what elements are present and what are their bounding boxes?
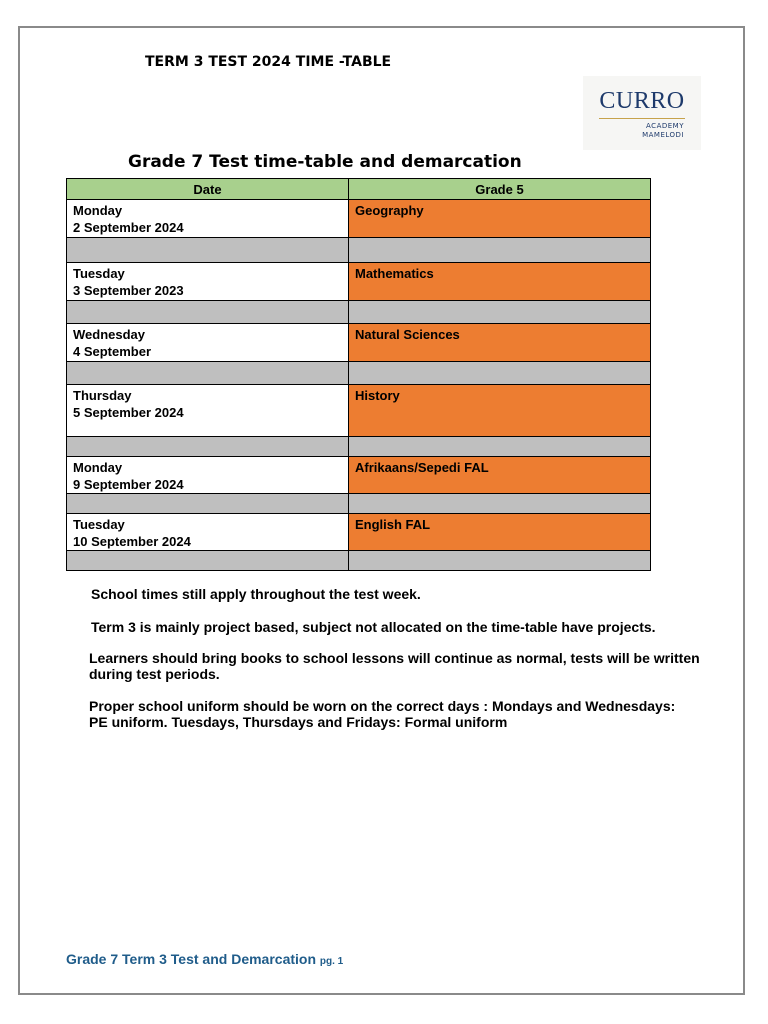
school-logo xyxy=(583,76,701,150)
date-label: 4 September xyxy=(73,344,152,359)
spacer-cell xyxy=(67,301,349,324)
spacer-row xyxy=(67,238,651,263)
footer-text: Grade 7 Term 3 Test and Demarcation xyxy=(66,951,317,967)
day-label: Thursday xyxy=(73,388,132,403)
table-row xyxy=(67,200,651,238)
table-row xyxy=(67,514,651,551)
logo-rule xyxy=(599,118,685,119)
logo-line-2: MAMELODI xyxy=(642,131,684,139)
logo-name: CURRO xyxy=(599,88,685,114)
spacer-row xyxy=(67,551,651,571)
spacer-cell xyxy=(349,437,651,457)
date-cell xyxy=(67,457,349,494)
column-header-date: Date xyxy=(67,179,349,200)
spacer-cell xyxy=(67,494,349,514)
day-label: Wednesday xyxy=(73,327,146,342)
date-cell xyxy=(67,263,349,301)
spacer-cell xyxy=(67,437,349,457)
spacer-cell xyxy=(349,362,651,385)
spacer-cell xyxy=(349,551,651,571)
spacer-cell xyxy=(349,238,651,263)
note-uniform: Proper school uniform should be worn on the correct days : Mondays and Wednesdays: PE uniform. Tuesdays, Thursdays and Fridays: Formal uniform xyxy=(89,698,676,730)
date-label: 5 September 2024 xyxy=(73,405,184,420)
date-label: 3 September 2023 xyxy=(73,283,184,298)
day-label: Monday xyxy=(73,460,123,475)
date-label: 9 September 2024 xyxy=(73,477,184,492)
subject-cell: Afrikaans/Sepedi FAL xyxy=(349,457,651,494)
logo-line-1: ACADEMY xyxy=(646,122,684,130)
spacer-cell xyxy=(67,551,349,571)
subject-cell: Geography xyxy=(349,200,651,238)
table-row xyxy=(67,263,651,301)
date-cell xyxy=(67,514,349,551)
spacer-row xyxy=(67,362,651,385)
spacer-cell xyxy=(349,301,651,324)
subject-cell: English FAL xyxy=(349,514,651,551)
table-row xyxy=(67,324,651,362)
note-projects: Term 3 is mainly project based, subject not allocated on the time-table have projects. xyxy=(91,619,656,635)
note-school-times: School times still apply throughout the test week. xyxy=(91,586,421,602)
day-label: Tuesday xyxy=(73,266,125,281)
table-row xyxy=(67,385,651,437)
spacer-row xyxy=(67,437,651,457)
date-label: 2 September 2024 xyxy=(73,220,184,235)
subject-cell: Mathematics xyxy=(349,263,651,301)
document-header: TERM 3 TEST 2024 TIME -TABLE xyxy=(145,54,392,70)
page-footer xyxy=(66,951,343,967)
timetable-header-row xyxy=(67,179,651,200)
timetable xyxy=(66,178,651,571)
note-books: Learners should bring books to school lessons will continue as normal, tests will be written during test periods. xyxy=(89,650,700,682)
table-row xyxy=(67,457,651,494)
day-label: Tuesday xyxy=(73,517,125,532)
page-number: pg. 1 xyxy=(319,956,344,967)
column-header-grade: Grade 5 xyxy=(349,179,651,200)
spacer-row xyxy=(67,494,651,514)
date-cell xyxy=(67,324,349,362)
date-cell xyxy=(67,200,349,238)
spacer-cell xyxy=(349,494,651,514)
subject-cell: History xyxy=(349,385,651,437)
subject-cell: Natural Sciences xyxy=(349,324,651,362)
date-label: 10 September 2024 xyxy=(73,534,191,549)
spacer-cell xyxy=(67,238,349,263)
spacer-cell xyxy=(67,362,349,385)
date-cell xyxy=(67,385,349,437)
spacer-row xyxy=(67,301,651,324)
day-label: Monday xyxy=(73,203,123,218)
timetable-title: Grade 7 Test time-table and demarcation xyxy=(128,152,522,172)
